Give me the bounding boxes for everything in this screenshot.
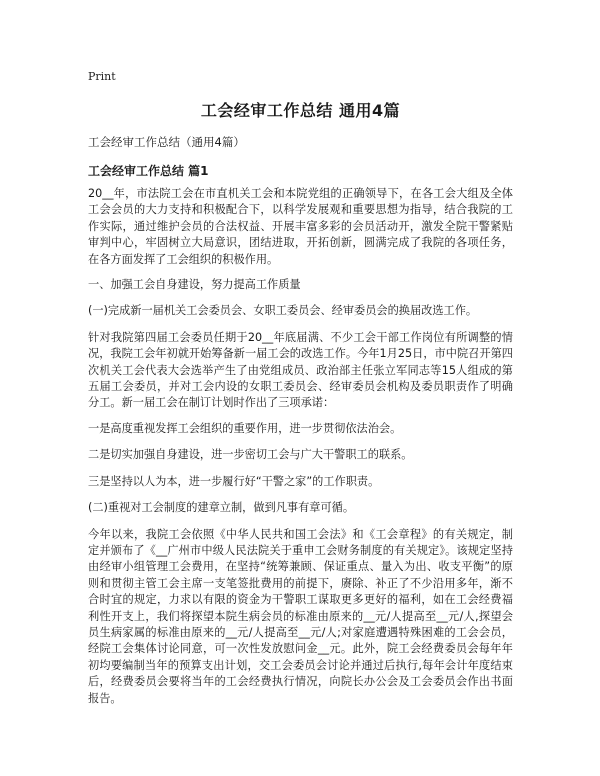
document-title: 工会经审工作总结 通用4篇 (200, 101, 401, 120)
document-body (88, 186, 513, 716)
paragraph-election: 针对我院第四届工会委员任期于20__年底届满、不少工会干部工作岗位有所调整的情况，我院工会年初就开始筹备新一届工会的改选工作。今年1月25日，市中院召开第四次机关工会代表大会选举产生了由党组成员、政治部主任张立军同志等15人组成的第五届工会委员，并对工会内设的女职工委员会、经审委员会机构及委员职责作了明确分工。新一届工会在制订计划时作出了三项承诺： (88, 330, 513, 410)
paragraph-commitment-2: 二是切实加强自身建设，进一步密切工会与广大干警职工的联系。 (88, 448, 413, 462)
paragraph-commitment-1: 一是高度重视发挥工会组织的重要作用，进一步贯彻依法治会。 (88, 421, 402, 435)
print-link[interactable]: Print (88, 70, 116, 83)
paragraph-subheading-1: (一)完成新一届机关工会委员会、女职工委员会、经审委员会的换届改选工作。 (88, 304, 478, 318)
paragraph-heading-1: 一、加强工会自身建设，努力提高工作质量 (88, 278, 301, 292)
document-subtitle: 工会经审工作总结（通用4篇） (88, 135, 245, 149)
paragraph-subheading-2: (二)重视对工会制度的建章立制，做到凡事有章可循。 (88, 501, 355, 515)
paragraph-intro: 20__年，市法院工会在市直机关工会和本院党组的正确领导下，在各工会大组及全体工会会员的大力支持和积极配合下，以科学发展观和重要思想为指导，结合我院的工作实际，通过维护会员的合法权益、开展丰富多彩的会员活动开，激发全院干警紧贴审判中心，牢固树立大局意识，团结进取，开拓创新，圆满完成了我院的各项任务，在各方面发挥了工会组织的积极作用。 (88, 187, 513, 266)
paragraph-regulations: 今年以来，我院工会依照《中华人民共和国工会法》和《工会章程》的有关规定，制定并颁布了《__广州市中级人民法院关于重申工会财务制度的有关规定》。该规定坚持由经审小组管理工会费用，在坚持“统筹兼顾、保证重点、量入为出、收支平衡”的原则和贯彻主管工会主席一支笔签批费用的前提下，赓除、补正了不少沿用多年，渐不合时宜的规定，力求以有限的资金为干警职工谋取更多更好的福利，如在工会经费福利性开支上，我们将探望本院生病会员的标准由原来的__元/人提高至__元/人,探望会员生病家属的标准由原来的__元/人提高至__元/人;对家庭遭遇特殊困难的工会会员，经院工会集体讨论同意，可一次性发放慰问金__元。此外，院工会经费委员会每年年初均要编制当年的预算支出计划，交工会委员会讨论并通过后执行,每年会计年度结束后，经费委员会要将当年的工会经费执行情况，向院长办公会及工会委员会作出书面报告。 (88, 527, 513, 705)
section-heading: 工会经审工作总结 篇1 (88, 164, 209, 178)
paragraph-commitment-3: 三是坚持以人为本，进一步履行好“干警之家”的工作职责。 (88, 474, 380, 488)
